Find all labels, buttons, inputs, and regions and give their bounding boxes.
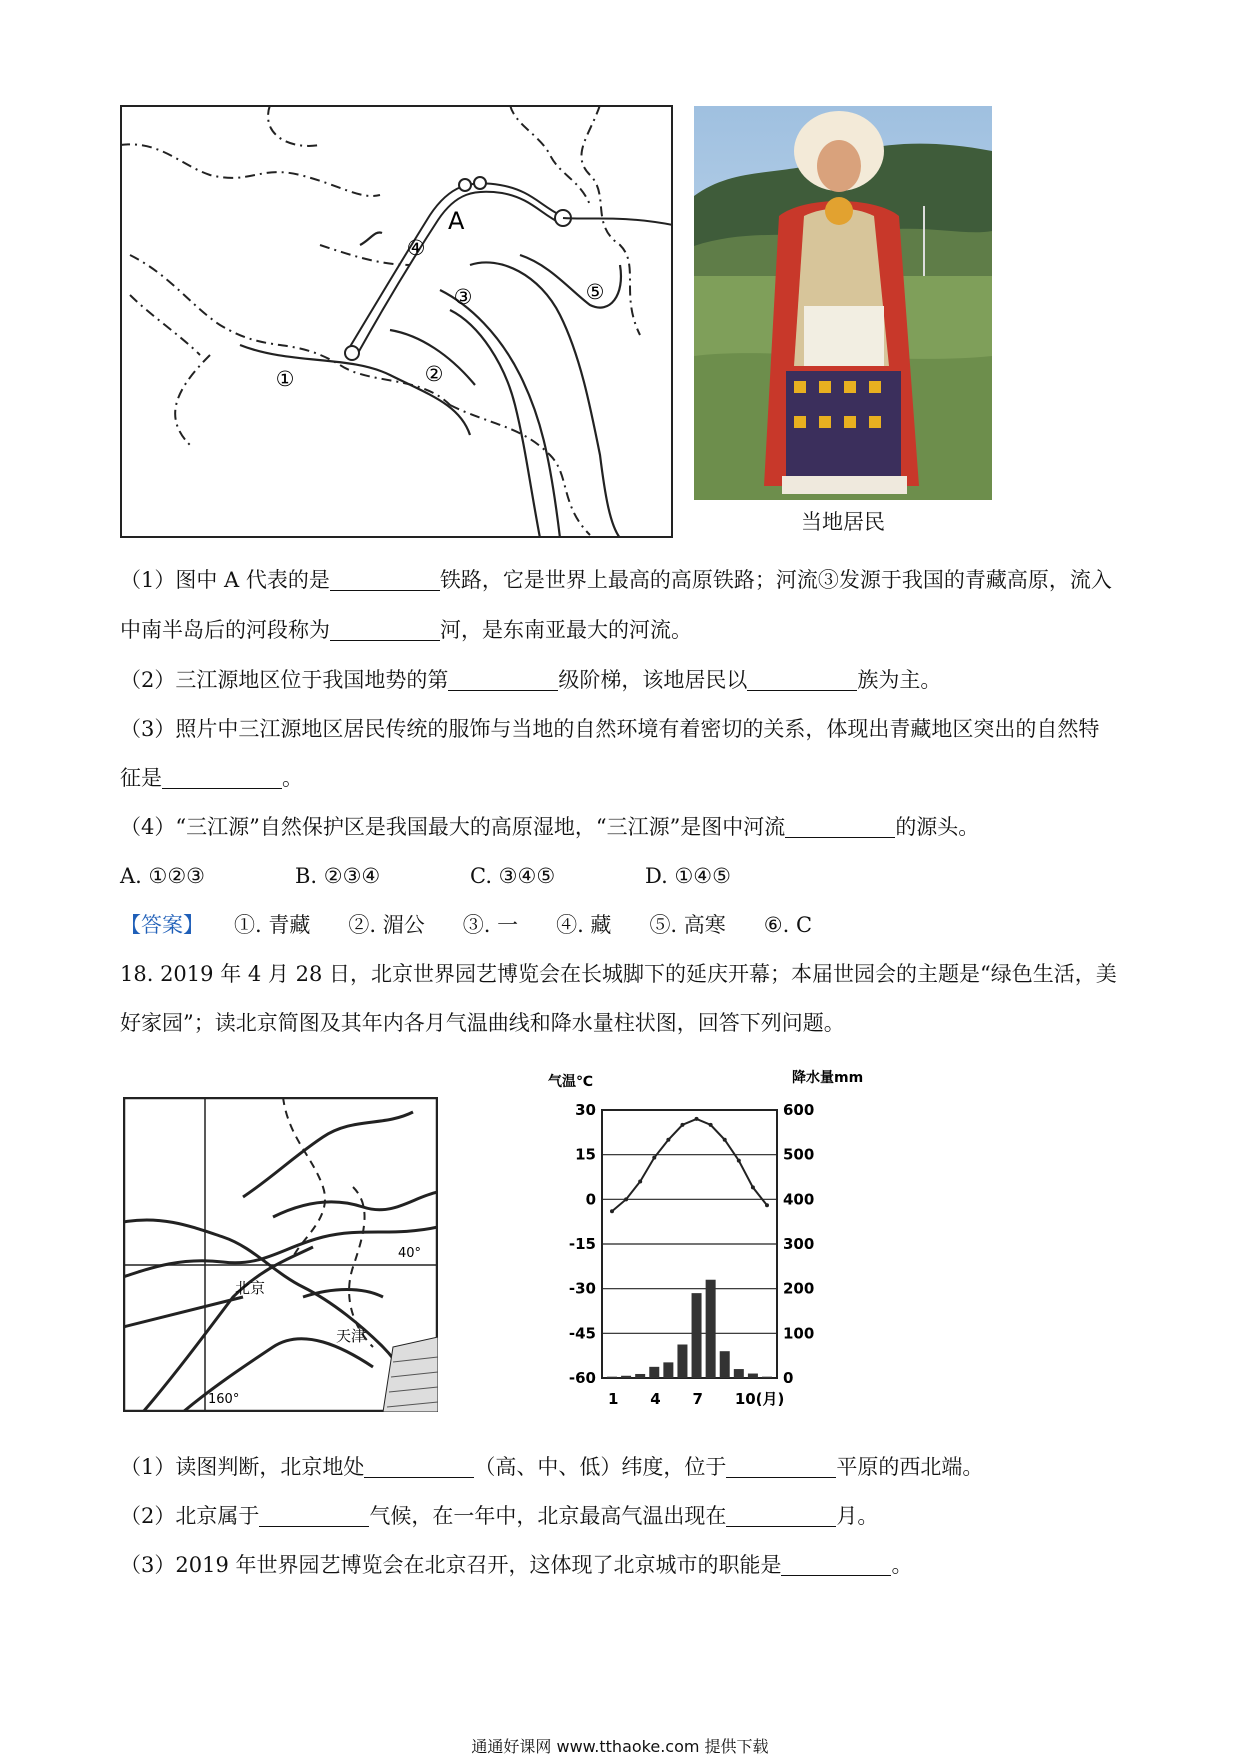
answer-blank[interactable]: [330, 620, 440, 641]
option-c[interactable]: C. ③④⑤: [470, 864, 556, 888]
text: （3）2019 年世界园艺博览会在北京召开，这体现了北京城市的职能是: [120, 1553, 782, 1577]
river-label-1: ①: [275, 367, 295, 391]
text: （2）三江源地区位于我国地势的第: [120, 668, 449, 692]
map-label-a: A: [448, 207, 465, 235]
q17-line-2: [120, 615, 1150, 645]
temp-point: [765, 1203, 769, 1207]
precip-bar: [663, 1362, 673, 1378]
left-tick-label: 30: [575, 1101, 596, 1119]
right-tick-label: 400: [783, 1190, 815, 1209]
q17-line-6: [120, 812, 1150, 842]
temp-point: [751, 1185, 755, 1189]
option-d[interactable]: D. ①④⑤: [645, 864, 731, 888]
answer-item: ②. 湄公: [348, 913, 425, 937]
text: （高、中、低）纬度，位于: [474, 1455, 727, 1479]
text: 征是: [120, 766, 162, 790]
answer-blank[interactable]: [448, 670, 558, 691]
q17-line-4: [120, 714, 1150, 744]
right-tick-label: 200: [783, 1279, 815, 1298]
precip-bar: [748, 1374, 758, 1378]
text: 族为主。: [857, 668, 942, 692]
right-tick-label: 300: [783, 1235, 815, 1253]
text: 。: [282, 766, 303, 790]
right-tick-label: 100: [783, 1324, 815, 1343]
city-beijing: 北京: [235, 1279, 266, 1297]
q17-line-1: [120, 565, 1150, 595]
q17-options: [120, 861, 1150, 891]
left-tick-label: -45: [568, 1324, 596, 1343]
text: 河，是东南亚最大的河流。: [440, 618, 692, 642]
answer-blank[interactable]: [364, 1457, 474, 1478]
temp-point: [652, 1156, 656, 1160]
right-axis-label: 降水量mm: [792, 1070, 864, 1086]
lon-label: 160°: [208, 1392, 240, 1407]
precip-bar: [621, 1376, 631, 1378]
photo-caption: 当地居民: [801, 510, 885, 534]
resident-photo: [694, 106, 992, 500]
temp-point: [709, 1123, 713, 1127]
precip-bar: [649, 1367, 659, 1378]
temp-point: [680, 1123, 684, 1127]
answer-line: [120, 910, 1150, 940]
text: （1）图中 A 代表的是: [120, 568, 330, 592]
precip-bar: [692, 1293, 702, 1378]
answer-item: ⑤. 高寒: [649, 913, 726, 937]
precip-bar: [635, 1374, 645, 1378]
tibet-map: [120, 105, 673, 538]
precip-bar: [734, 1369, 744, 1378]
precip-bar: [720, 1351, 730, 1378]
beijing-map: [123, 1097, 438, 1412]
q18-line-3: [120, 1550, 1150, 1580]
precip-bar: [706, 1280, 716, 1378]
q17-line-3: [120, 665, 1150, 695]
precip-bar: [677, 1345, 687, 1379]
answer-blank[interactable]: [162, 768, 282, 789]
answer-item: ⑥. C: [763, 913, 813, 937]
answer-label: 【答案】: [120, 913, 204, 937]
temperature-line: [612, 1119, 767, 1211]
text: （1）读图判断，北京地处: [120, 1455, 365, 1479]
temp-point: [638, 1179, 642, 1183]
temp-point: [666, 1138, 670, 1142]
text: 好家园”；读北京简图及其年内各月气温曲线和降水量柱状图，回答下列问题。: [120, 1011, 845, 1035]
text: 级阶梯，该地居民以: [558, 668, 748, 692]
q18-intro-2: [120, 1008, 1150, 1038]
right-tick-label: 500: [783, 1145, 815, 1164]
answer-blank[interactable]: [781, 1555, 891, 1576]
left-tick-label: 0: [585, 1190, 596, 1209]
q18-line-2: [120, 1501, 1150, 1531]
text: （4）“三江源”自然保护区是我国最大的高原湿地，“三江源”是图中河流: [120, 815, 786, 839]
temp-point: [723, 1138, 727, 1142]
option-b[interactable]: B. ②③④: [295, 864, 381, 888]
temp-point: [624, 1197, 628, 1201]
answer-item: ④. 藏: [556, 913, 612, 937]
text: 平原的西北端。: [836, 1455, 984, 1479]
q18-line-1: [120, 1452, 1150, 1482]
answer-blank[interactable]: [747, 670, 857, 691]
x-tick-label: 7: [692, 1390, 703, 1408]
temp-point: [610, 1209, 614, 1213]
text: （3）照片中三江源地区居民传统的服饰与当地的自然环境有着密切的关系，体现出青藏地区突出的自然特: [120, 717, 1100, 741]
precip-bar: [762, 1377, 772, 1378]
answer-blank[interactable]: [330, 570, 440, 591]
left-tick-label: -60: [568, 1369, 596, 1387]
text: （2）北京属于: [120, 1504, 260, 1528]
text: 铁路，它是世界上最高的高原铁路；河流③发源于我国的青藏高原，流入: [439, 568, 1112, 592]
x-tick-label: 10(月): [734, 1390, 785, 1408]
text: 。: [891, 1553, 913, 1577]
precip-bar: [607, 1377, 617, 1378]
answer-blank[interactable]: [726, 1457, 836, 1478]
answer-blank[interactable]: [785, 817, 895, 838]
q17-line-5: [120, 763, 1150, 793]
option-a[interactable]: A. ①②③: [120, 864, 205, 888]
lat-label: 40°: [398, 1246, 422, 1261]
answer-item: ③. 一: [462, 913, 519, 937]
river-label-2: ②: [424, 362, 444, 386]
text: 气候，在一年中，北京最高气温出现在: [369, 1504, 727, 1528]
x-tick-label: 1: [608, 1390, 619, 1408]
page-footer: 通通好课网 www.tthaoke.com 提供下载: [471, 1737, 769, 1756]
right-tick-label: 600: [783, 1101, 815, 1119]
left-tick-label: -15: [568, 1235, 596, 1253]
answer-blank[interactable]: [726, 1506, 836, 1527]
x-tick-label: 4: [650, 1390, 661, 1408]
temp-point: [737, 1159, 741, 1163]
river-label-4: ④: [406, 236, 426, 260]
city-tianjin: 天津: [336, 1327, 367, 1345]
answer-blank[interactable]: [259, 1506, 369, 1527]
text: 中南半岛后的河段称为: [120, 618, 330, 642]
left-tick-label: -30: [568, 1279, 596, 1298]
left-axis-label: 气温℃: [548, 1074, 593, 1090]
temp-point: [695, 1117, 699, 1121]
q18-intro-1: [120, 959, 1150, 989]
right-tick-label: 0: [783, 1369, 794, 1387]
river-label-5: ⑤: [585, 280, 605, 304]
text: 月。: [836, 1504, 879, 1528]
river-label-3: ③: [453, 285, 473, 309]
answer-item: ①. 青藏: [234, 913, 311, 937]
text: 18. 2019 年 4 月 28 日，北京世界园艺博览会在长城脚下的延庆开幕；本届世园会的主题是“绿色生活，美: [120, 962, 1117, 986]
climate-chart: [530, 1068, 870, 1413]
text: 的源头。: [895, 815, 980, 839]
left-tick-label: 15: [575, 1145, 596, 1164]
